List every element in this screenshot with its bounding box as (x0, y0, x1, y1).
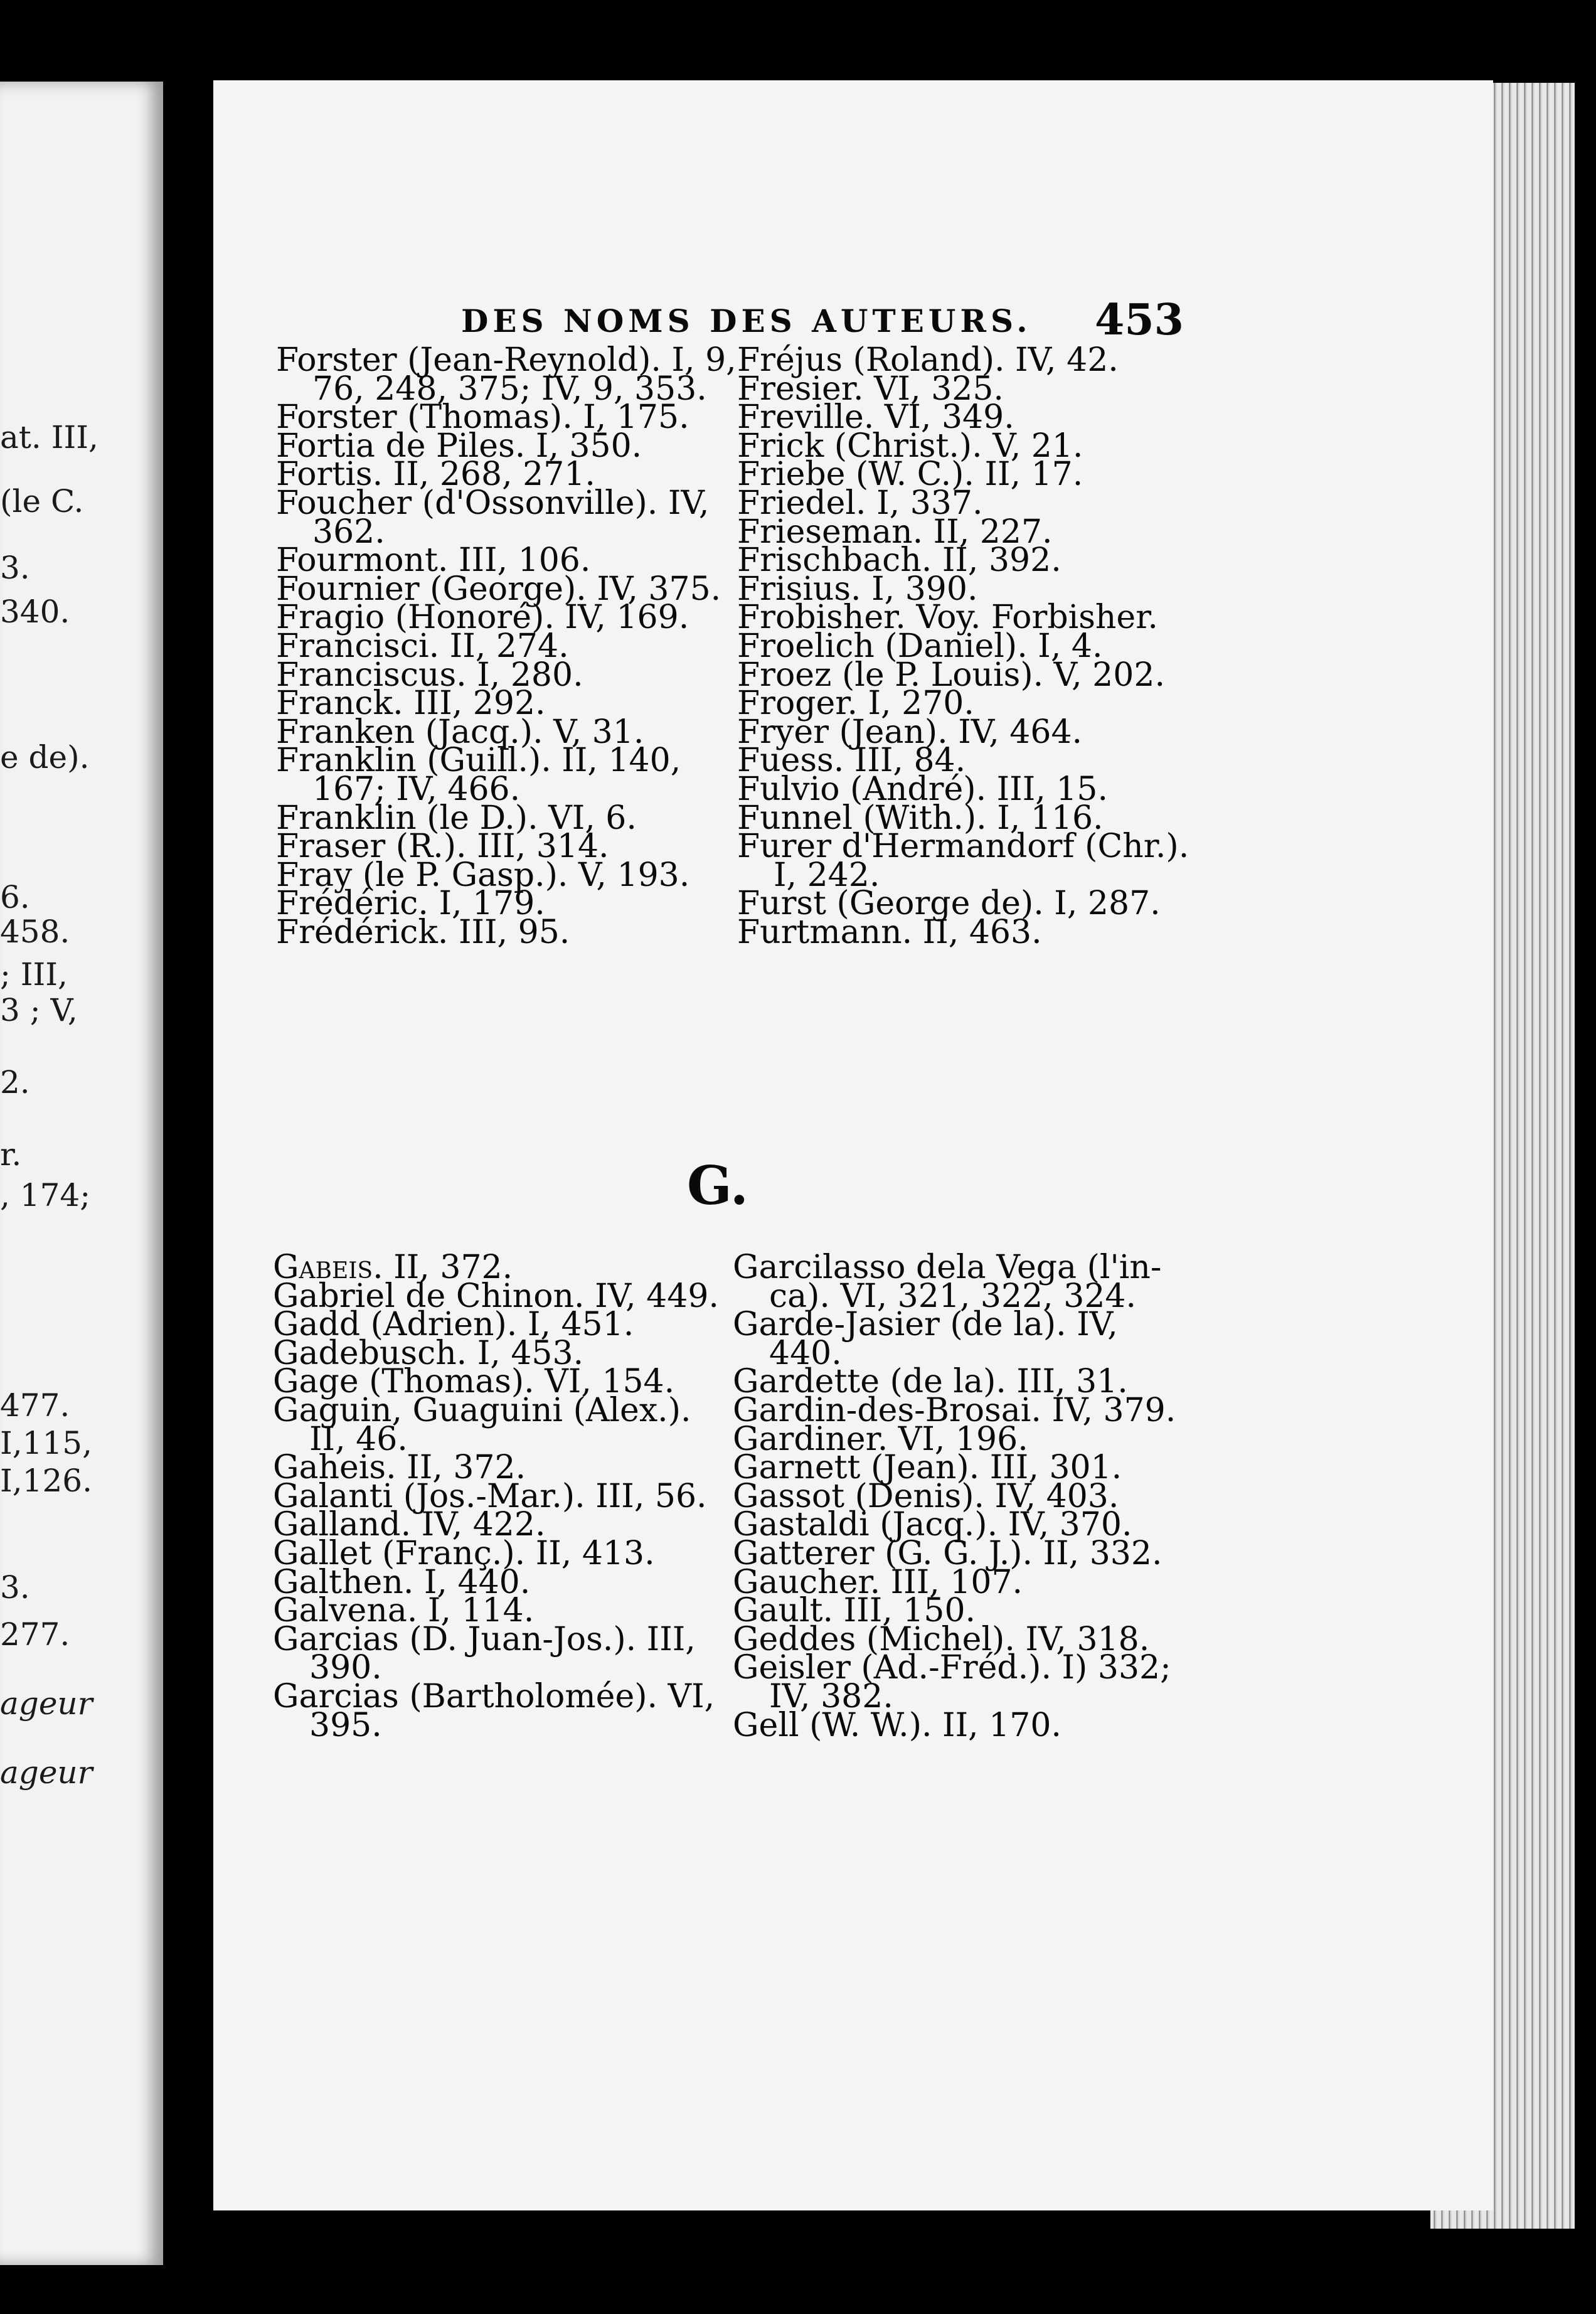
index-entry: Furtmann. II, 463. (737, 913, 1042, 951)
index-entry: Galvena. I, 114. (273, 1592, 535, 1630)
left-page-fragment: 477. (0, 1387, 70, 1424)
index-entry: Frick (Christ.). V, 21. (737, 427, 1083, 465)
left-page-fragment: ageur (0, 1754, 93, 1791)
index-entry-continuation: 390. (309, 1649, 382, 1687)
left-page-fragment: (le C. (0, 483, 84, 520)
left-page-fragment: 3. (0, 1569, 30, 1606)
left-page-fragment: e de). (0, 739, 90, 776)
index-entry: Freville. VI, 349. (737, 398, 1014, 437)
index-entry-continuation: 395. (309, 1706, 382, 1744)
index-entry: Froger. I, 270. (737, 685, 974, 723)
left-page-fragment: 3. (0, 550, 30, 586)
index-entry-continuation: 362. (312, 513, 385, 551)
index-entry: Gardiner. VI, 196. (733, 1420, 1028, 1458)
index-entry: Gadd (Adrien). I, 451. (273, 1306, 634, 1344)
index-entry: Galthen. I, 440. (273, 1563, 531, 1601)
index-entry: Franken (Jacq.). V, 31. (276, 713, 644, 751)
index-entry: Fragio (Honoré). IV, 169. (276, 599, 689, 637)
index-entry-continuation: I, 242. (774, 856, 880, 894)
index-entry: Friebe (W. C.). II, 17. (737, 456, 1083, 494)
index-entry: Forster (Thomas). I, 175. (276, 398, 689, 437)
index-entry: Fray (le P. Gasp.). V, 193. (276, 856, 690, 894)
index-entry: Gaheis. II, 372. (273, 1449, 526, 1487)
index-entry: Gardette (de la). III, 31. (733, 1363, 1128, 1401)
index-entry-continuation: II, 46. (309, 1420, 408, 1458)
index-entry: Garcilasso dela Vega (l'in- (733, 1249, 1162, 1286)
index-entry: Frieseman. II, 227. (737, 513, 1053, 551)
index-entry: Fresier. VI, 325. (737, 370, 1004, 408)
index-entry: Fulvio (André). III, 15. (737, 770, 1109, 808)
left-page-fragment: ageur (0, 1685, 93, 1722)
left-page-fragment: r. (0, 1136, 22, 1173)
index-entry-continuation: ca). VI, 321, 322, 324. (769, 1277, 1137, 1315)
left-page-fragment: 458. (0, 914, 70, 950)
index-entry: Franklin (Guill.). II, 140, (276, 742, 681, 780)
index-entry: Garde-Jasier (de la). IV, (733, 1306, 1118, 1344)
index-entry: Gault. III, 150. (733, 1592, 976, 1630)
index-entry: Frischbach. II, 392. (737, 541, 1061, 580)
index-column-f-right (737, 341, 1189, 951)
running-header: DES NOMS DES AUTEURS. (461, 302, 1032, 339)
index-entry: Fortia de Piles. I, 350. (276, 427, 642, 465)
index-entry: Gardin-des-Brosai. IV, 379. (733, 1391, 1176, 1429)
index-entry: Garcias (Bartholomée). VI, (273, 1677, 715, 1715)
index-entry: Gastaldi (Jacq.). IV, 370. (733, 1506, 1132, 1544)
left-page-fragment: , 174; (0, 1177, 91, 1213)
index-entry: Garcias (D. Juan-Jos.). III, (273, 1620, 696, 1658)
index-entry: Frédérick. III, 95. (276, 913, 570, 951)
left-page-fragment: 3 ; V, (0, 992, 78, 1028)
index-entry: Gadebusch. I, 453. (273, 1334, 584, 1372)
index-entry: Froelich (Daniel). I, 4. (737, 627, 1103, 665)
index-entry: Gassot (Denis). IV, 403. (733, 1477, 1119, 1515)
index-entry: Furer d'Hermandorf (Chr.). (737, 828, 1189, 866)
index-entry: Geisler (Ad.-Fréd.). I) 332; (733, 1649, 1171, 1687)
index-entry: Funnel (With.). I, 116. (737, 799, 1104, 837)
index-entry: Fréjus (Roland). IV, 42. (737, 341, 1119, 379)
section-letter: G. (687, 1154, 748, 1217)
index-entry: Gaucher. III, 107. (733, 1563, 1023, 1601)
index-entry: Frobisher. Voy. Forbisher. (737, 599, 1158, 637)
index-entry: Gabriel de Chinon. IV, 449. (273, 1277, 719, 1315)
index-entry: Foucher (d'Ossonville). IV, (276, 484, 710, 522)
index-column-f-left (276, 341, 737, 951)
index-entry: Fourmont. III, 106. (276, 541, 591, 580)
index-entry: Frédéric. I, 179. (276, 885, 545, 923)
left-page-fragment: 2. (0, 1064, 30, 1101)
index-entry-continuation: IV, 382. (769, 1677, 893, 1715)
index-entry: Gallet (Franç.). II, 413. (273, 1534, 655, 1572)
index-entry: Forster (Jean-Reynold). I, 9, (276, 341, 737, 379)
index-entry: Gabeis. II, 372. (273, 1249, 513, 1286)
index-entry: Fournier (George). IV, 375. (276, 570, 721, 608)
index-entry: Fraser (R.). III, 314. (276, 828, 609, 866)
index-entry: Franciscus. I, 280. (276, 656, 583, 694)
index-entry: Fortis. II, 268, 271. (276, 456, 595, 494)
left-page-fragment: ; III, (0, 956, 68, 993)
left-page-fragment: 277. (0, 1616, 70, 1653)
index-entry: Furst (George de). I, 287. (737, 885, 1161, 923)
index-entry: Francisci. II, 274. (276, 627, 569, 665)
index-entry: Gage (Thomas). VI, 154. (273, 1363, 675, 1401)
index-entry: Fryer (Jean). IV, 464. (737, 713, 1083, 751)
index-entry: Galanti (Jos.-Mar.). III, 56. (273, 1477, 707, 1515)
index-entry: Geddes (Michel). IV, 318. (733, 1620, 1150, 1658)
index-entry: Fuess. III, 84. (737, 742, 966, 780)
index-entry: Frisius. I, 390. (737, 570, 978, 608)
left-page (0, 82, 163, 2265)
index-entry: Garnett (Jean). III, 301. (733, 1449, 1122, 1487)
left-page-fragment: at. III, (0, 419, 98, 456)
left-page-fragment: 340. (0, 594, 70, 630)
index-entry-continuation: 440. (769, 1334, 842, 1372)
left-page-fragment: I,126. (0, 1463, 92, 1499)
index-entry: Friedel. I, 337. (737, 484, 983, 522)
index-entry-continuation: 167; IV, 466. (312, 770, 521, 808)
index-entry: Gatterer (G. G. J.). II, 332. (733, 1534, 1162, 1572)
index-entry: Froez (le P. Louis). V, 202. (737, 656, 1165, 694)
index-column-g-right (733, 1249, 1176, 1744)
left-page-fragment: I,115, (0, 1425, 92, 1461)
index-entry: Gaguin, Guaguini (Alex.). (273, 1391, 691, 1429)
left-page-fragment: 6. (0, 879, 30, 915)
page-number: 453 (1095, 295, 1184, 345)
index-column-g-left (273, 1249, 719, 1744)
index-entry-continuation: 76, 248, 375; IV, 9, 353. (312, 370, 707, 408)
index-entry: Franck. III, 292. (276, 685, 546, 723)
index-entry: Gell (W. W.). II, 170. (733, 1706, 1061, 1744)
index-entry: Galland. IV, 422. (273, 1506, 546, 1544)
index-entry: Franklin (le D.). VI, 6. (276, 799, 637, 837)
